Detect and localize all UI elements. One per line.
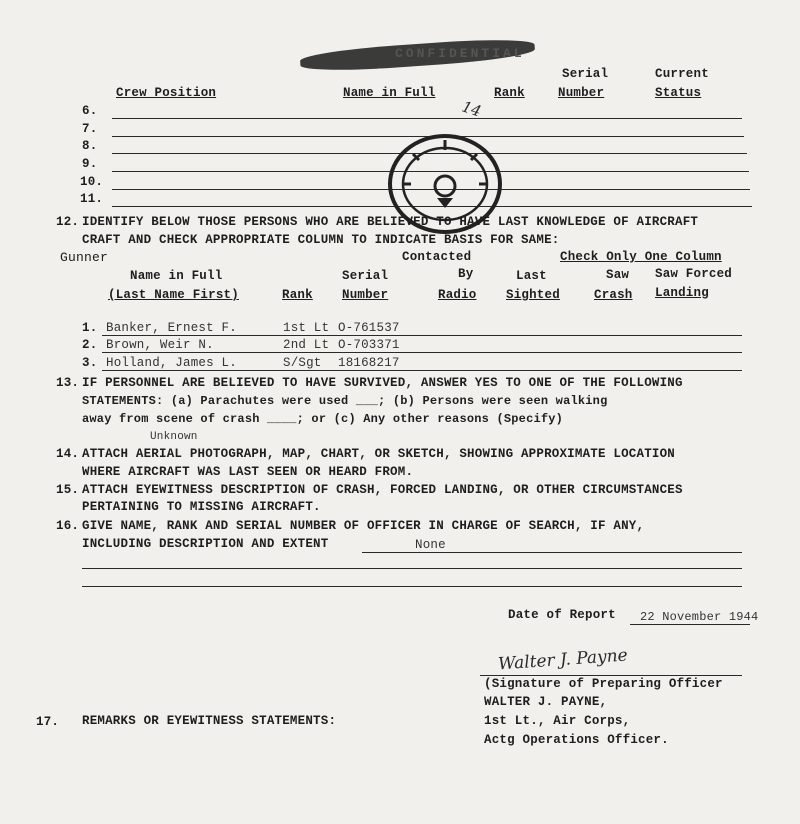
person-index: 2. [82,338,98,352]
crash-label: Crash [594,288,633,302]
item-16-answer: None [415,538,446,552]
item-16-number: 16. [56,519,80,533]
current-header: Current [655,67,709,81]
item-13-line1: IF PERSONNEL ARE BELIEVED TO HAVE SURVIVED, ANSWER YES TO ONE OF THE FOLLOWING [82,376,683,390]
item-12-number: 12. [56,215,80,229]
item-12-line1: IDENTIFY BELOW THOSE PERSONS WHO ARE BELIEVED TO HAVE LAST KNOWLEDGE OF AIRCRAFT [82,215,699,229]
person-name: Holland, James L. [106,356,237,370]
landing-label: Landing [655,286,709,300]
person-serial: O-703371 [338,338,400,352]
sighted-label: Sighted [506,288,560,302]
item-16-line2: INCLUDING DESCRIPTION AND EXTENT [82,537,329,551]
item-15-line1: ATTACH EYEWITNESS DESCRIPTION OF CRASH, FORCED LANDING, OR OTHER CIRCUMSTANCES [82,483,683,497]
officer-name: WALTER J. PAYNE, [484,695,608,709]
signature-line [480,675,742,676]
officer-rank: 1st Lt., Air Corps, [484,714,631,728]
person-rank: 1st Lt [283,321,330,335]
crew-row-number: 6. [82,104,98,118]
number-label: Number [342,288,389,302]
rank-header: Rank [494,86,525,100]
crew-row-number: 8. [82,139,98,153]
contacted-label: Contacted [402,250,472,264]
handwritten-note: 14 [459,97,484,121]
person-name: Brown, Weir N. [106,338,214,352]
date-of-report-label: Date of Report [508,608,616,622]
crew-row-number: 11. [80,192,104,206]
date-of-report-value: 22 November 1944 [640,610,759,624]
item-16-line1: GIVE NAME, RANK AND SERIAL NUMBER OF OFFICER IN CHARGE OF SEARCH, IF ANY, [82,519,645,533]
person-serial: O-761537 [338,321,400,335]
serial-header: Serial [562,67,609,81]
item-13-line2: STATEMENTS: (a) Parachutes were used ___; (b) Persons were seen walking [82,394,608,408]
officer-title: Actg Operations Officer. [484,733,669,747]
name-in-full-header: Name in Full [343,86,436,100]
item-14-line1: ATTACH AERIAL PHOTOGRAPH, MAP, CHART, OR SKETCH, SHOWING APPROXIMATE LOCATION [82,447,675,461]
check-only-label: Check Only One Column [560,250,722,264]
by-label: By [458,267,474,281]
signature-label: (Signature of Preparing Officer [484,677,723,691]
name-in-full-label: Name in Full [130,269,223,283]
person-line [102,335,742,336]
item-14-line2: WHERE AIRCRAFT WAS LAST SEEN OR HEARD FROM. [82,465,414,479]
search-answer-line [362,552,742,553]
saw-label: Saw [606,268,630,282]
number-header: Number [558,86,605,100]
radio-label: Radio [438,288,477,302]
rank-label: Rank [282,288,313,302]
person-index: 1. [82,321,98,335]
person-name: Banker, Ernest F. [106,321,237,335]
item-17-text: REMARKS OR EYEWITNESS STATEMENTS: [82,714,337,728]
serial-label: Serial [342,269,389,283]
item-15-line2: PERTAINING TO MISSING AIRCRAFT. [82,500,321,514]
blank-line [82,568,742,569]
gunner-note: Gunner [60,250,109,265]
person-serial: 18168217 [338,356,400,370]
classification-header: CONFIDENTIAL [395,46,525,61]
last-name-first-label: (Last Name First) [108,288,239,302]
saw-forced-label: Saw Forced [655,267,733,281]
last-label: Last [516,269,547,283]
officer-signature: Walter J. Payne [497,645,629,675]
person-rank: S/Sgt [283,356,322,370]
item-13-number: 13. [56,376,80,390]
date-line [630,624,750,625]
item-14-number: 14. [56,447,80,461]
person-line [102,370,742,371]
blank-line [82,586,742,587]
item-13-answer: Unknown [150,431,198,443]
item-17-number: 17. [36,715,60,729]
person-line [102,352,742,353]
crew-row-number: 7. [82,122,98,136]
crew-position-header: Crew Position [116,86,217,100]
person-rank: 2nd Lt [283,338,330,352]
item-15-number: 15. [56,483,80,497]
crew-row-number: 9. [82,157,98,171]
person-index: 3. [82,356,98,370]
status-header: Status [655,86,702,100]
crew-row-number: 10. [80,175,104,189]
item-13-line3: away from scene of crash ____; or (c) Any other reasons (Specify) [82,412,564,426]
item-12-line2: CRAFT AND CHECK APPROPRIATE COLUMN TO INDICATE BASIS FOR SAME: [82,233,560,247]
crew-row-line [112,118,742,119]
